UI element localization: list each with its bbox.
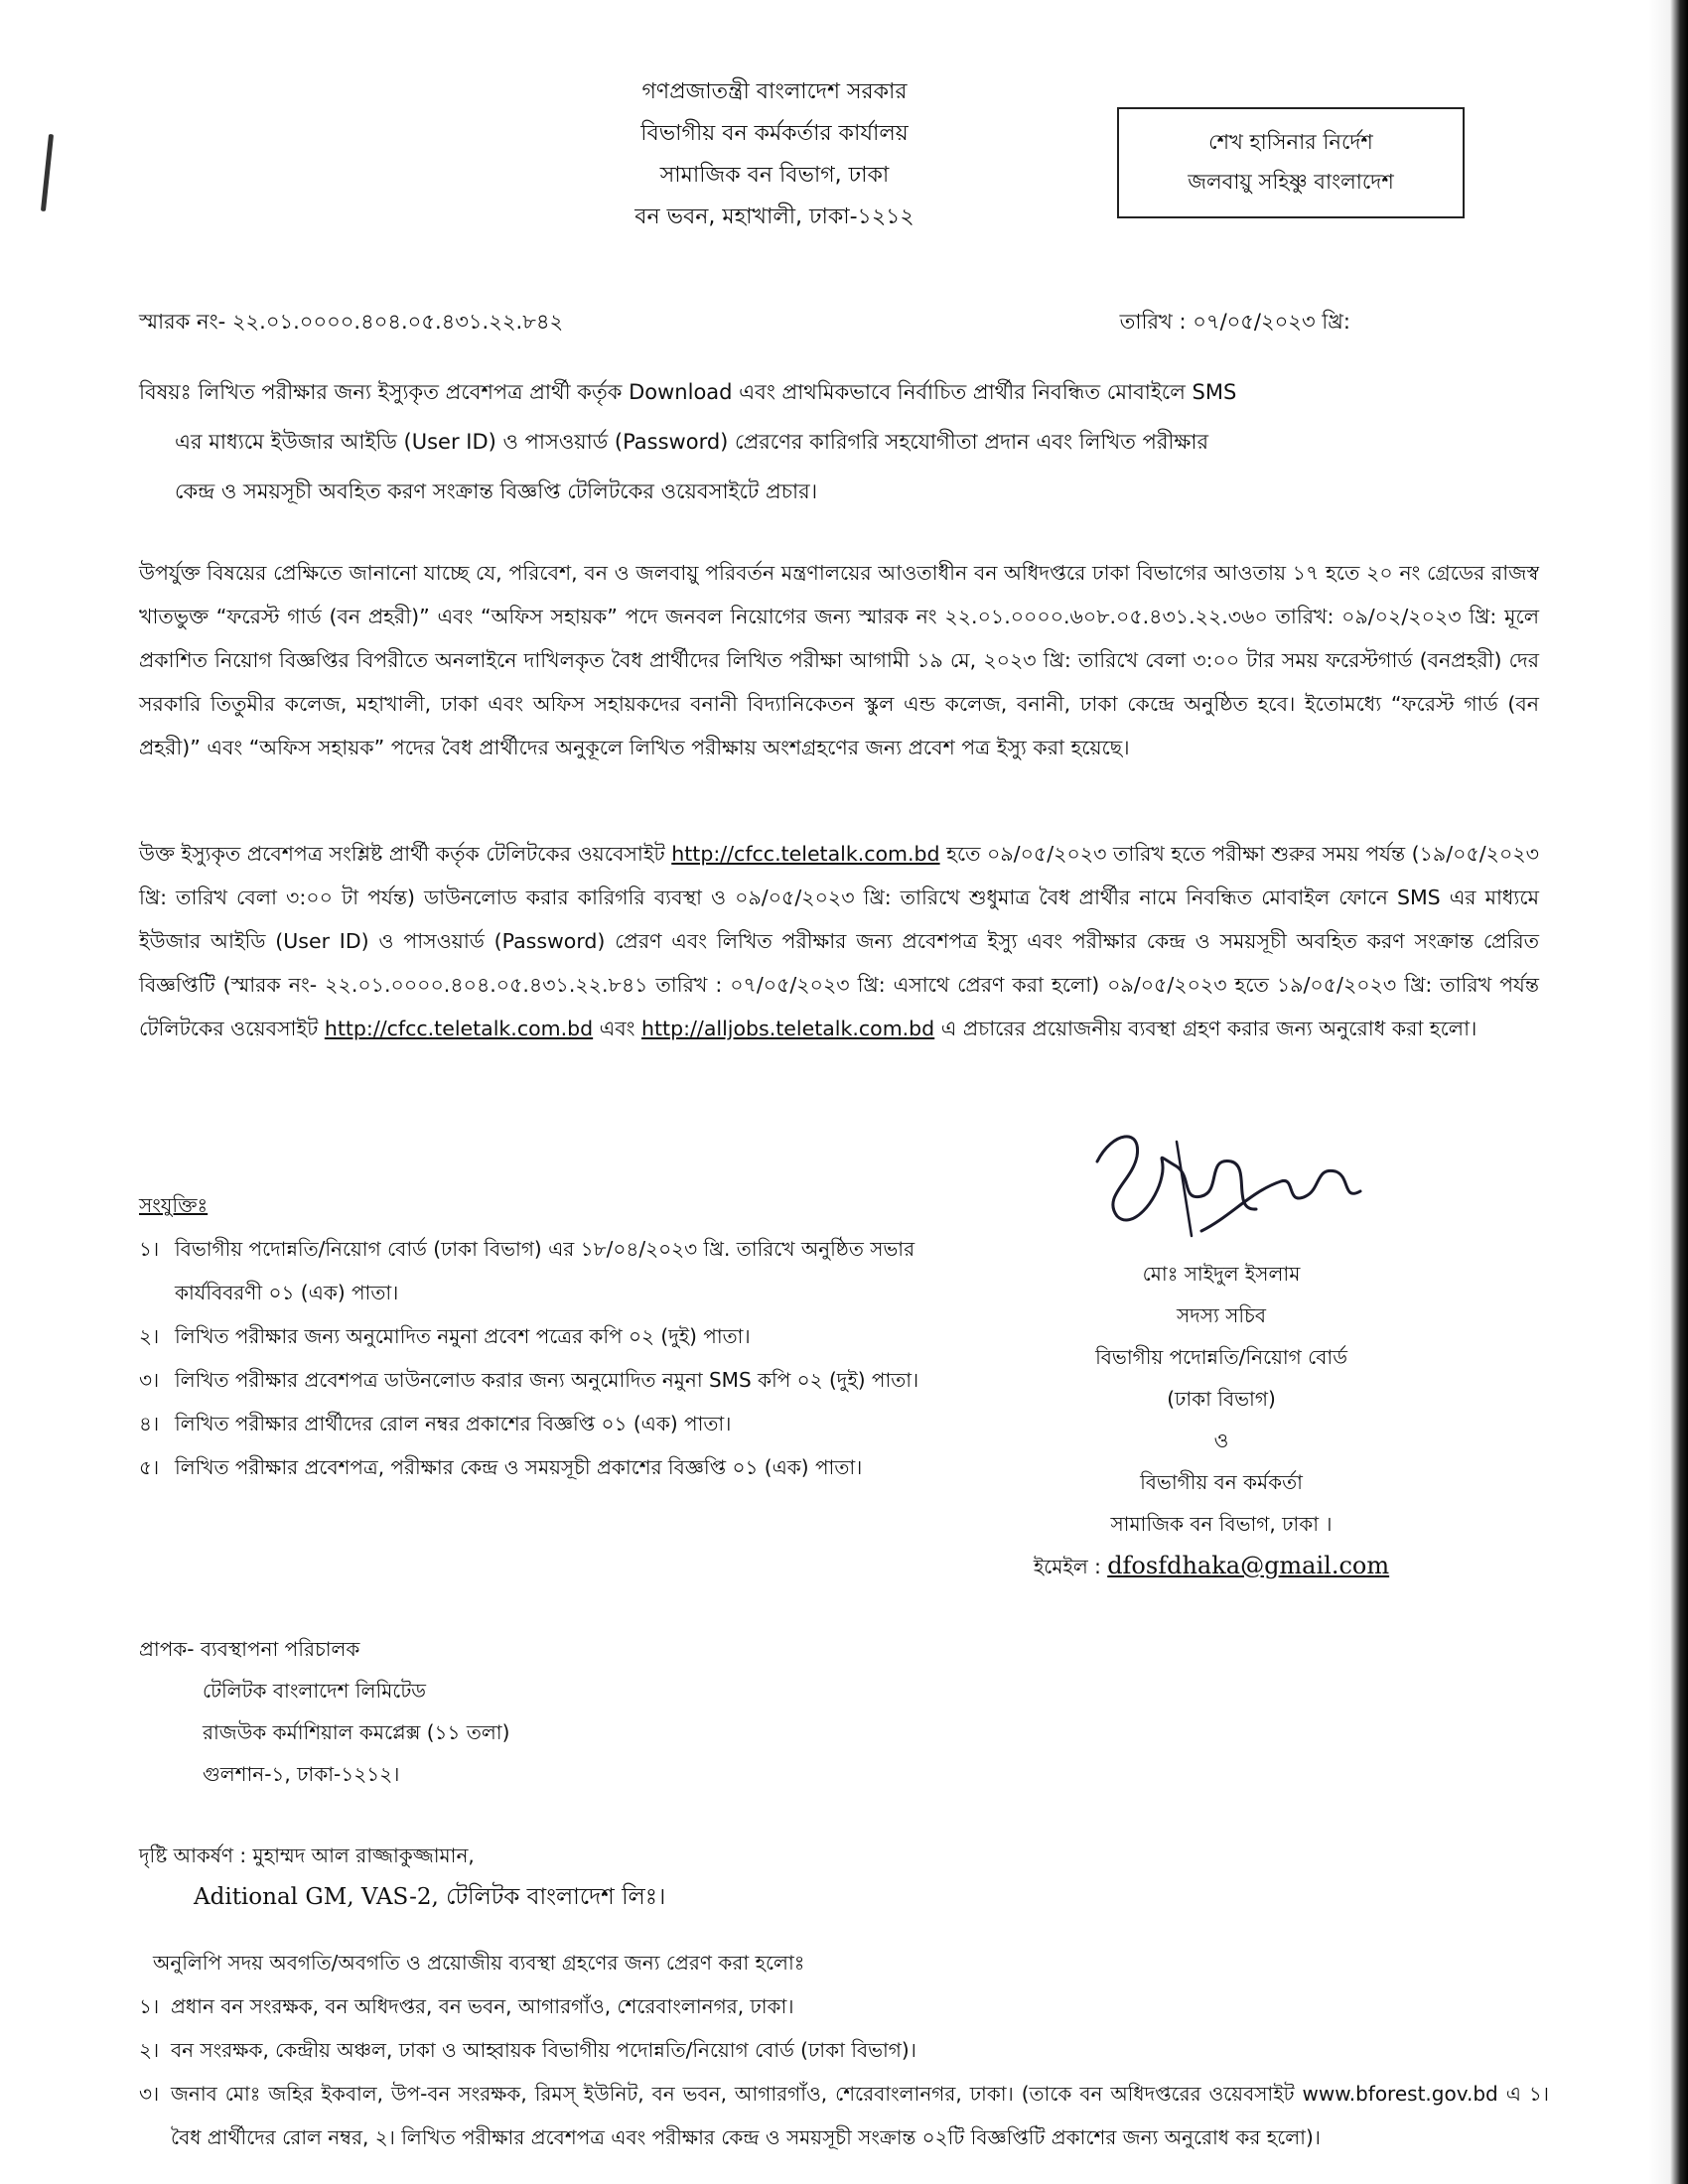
list-item <box>139 1227 933 1314</box>
list-item <box>139 1314 933 1358</box>
item-number: ৩। <box>139 1368 160 1392</box>
signatory-conjunction: ও <box>1213 1429 1229 1452</box>
list-item <box>139 1445 933 1489</box>
item-number: ৩। <box>139 2082 160 2106</box>
memo-reference: স্মারক নং- ২২.০১.০০০০.৪০৪.০৫.৪৩১.২২.৮৪২ <box>139 310 564 334</box>
list-item <box>139 1984 1549 2028</box>
recipient-line: রাজউক কর্মাশিয়াল কমপ্লেক্স (১১ তলা) <box>203 1720 510 1744</box>
item-number: ১। <box>139 1994 160 2018</box>
office-header <box>556 71 993 238</box>
list-item <box>139 2072 1549 2159</box>
copies-intro: অনুলিপি সদয় অবগতি/অবগতি ও প্রয়োজীয় ব্যবস্থা গ্রহণের জন্য প্রেরণ করা হলোঃ <box>153 1951 805 1975</box>
signatory-block <box>1033 1253 1410 1587</box>
attention-block <box>139 1835 1033 1918</box>
memo-date: তারিখ : ০৭/০৫/২০২৩ খ্রি: <box>1119 310 1350 334</box>
recipient-to: প্রাপক- ব্যবস্থাপনা পরিচালক <box>139 1637 360 1661</box>
header-line: গণপ্রজাতন্ত্রী বাংলাদেশ সরকার <box>641 79 908 104</box>
header-line: বন ভবন, মহাখালী, ঢাকা-১২১২ <box>634 205 914 229</box>
header-line: সামাজিক বন বিভাগ, ঢাকা <box>659 163 890 188</box>
signatory-role: বিভাগীয় বন কর্মকর্তা <box>1140 1470 1303 1494</box>
pen-mark <box>41 134 54 211</box>
item-text: বিভাগীয় পদোন্নতি/নিয়োগ বোর্ড (ঢাকা বিভাগ) এর ১৮/০৪/২০২৩ খ্রি. তারিখে অনুষ্ঠিত সভার কার্যবিবরণী ০১ (এক) পাতা। <box>175 1237 915 1304</box>
teletalk-alljobs-link[interactable]: http://alljobs.teletalk.com.bd <box>641 1017 935 1040</box>
slogan-line: শেখ হাসিনার নির্দেশ <box>1208 130 1373 154</box>
signatory-role: সামাজিক বন বিভাগ, ঢাকা । <box>1110 1512 1333 1536</box>
item-text: লিখিত পরীক্ষার প্রবেশপত্র, পরীক্ষার কেন্দ্র ও সময়সূচী প্রকাশের বিজ্ঞপ্তি ০১ (এক) পাতা। <box>175 1455 863 1479</box>
list-item <box>139 1358 933 1402</box>
item-text: প্রধান বন সংরক্ষক, বন অধিদপ্তর, বন ভবন, আগারগাঁও, শেরেবাংলানগর, ঢাকা। <box>171 1994 794 2018</box>
list-item <box>139 2028 1549 2072</box>
item-text: বন সংরক্ষক, কেন্দ্রীয় অঞ্চল, ঢাকা ও আহ্বায়ক বিভাগীয় পদোন্নতি/নিয়োগ বোর্ড (ঢাকা বিভাগ)। <box>171 2038 916 2062</box>
item-number: ২। <box>139 1324 160 1348</box>
slogan-box <box>1117 107 1465 218</box>
subject-block <box>139 367 1529 516</box>
teletalk-cfcc-link[interactable]: http://cfcc.teletalk.com.bd <box>671 842 940 866</box>
paragraph-text: এ প্রচারের প্রয়োজনীয় ব্যবস্থা গ্রহণ করার জন্য অনুরোধ করা হলো। <box>934 1017 1477 1040</box>
paragraph-text: হতে ০৯/০৫/২০২৩ তারিখ হতে পরীক্ষা শুরুর সময় পর্যন্ত (১৯/০৫/২০২৩ খ্রি: তারিখ বেলা ৩:০০ টা পর্যন্ত) ডাউনলোড করার কারিগরি ব্যবস্থা ও ০৯/০৫/২০২৩ খ্রি: তারিখে শুধুমাত্র বৈধ প্রার্থীর নামে নিবন্ধিত মোবাইল ফোনে SMS এর মাধ্যমে ইউজার আইডি (User ID) ও পাসওয়ার্ড (Password) প্রেরণ এবং লিখিত পরীক্ষার জন্য প্রবেশপত্র ইস্যু এবং পরীক্ষার কেন্দ্র ও সময়সূচী অবহিত করণ সংক্রান্ত প্রেরিত বিজ্ঞপ্তিটি (স্মারক নং- ২২.০১.০০০০.৪০৪.০৫.৪৩১.২২.৮৪১ তারিখ : ০৭/০৫/২০২৩ খ্রি: এসাথে প্রেরণ করা হলো) ০৯/০৫/২০২৩ হতে ১৯/০৫/২০২৩ খ্রি: তারিখ পর্যন্ত টেলিটকের ওয়েবসাইট <box>139 842 1539 1040</box>
email-label: ইমেইল : <box>1033 1555 1108 1578</box>
email-link[interactable]: dfosfdhaka@gmail.com <box>1107 1552 1390 1579</box>
recipient-line: গুলশান-১, ঢাকা-১২১২। <box>203 1762 400 1786</box>
body-paragraph-2 <box>139 832 1539 1050</box>
item-text: লিখিত পরীক্ষার প্রবেশপত্র ডাউনলোড করার জন্য অনুমোদিত নমুনা SMS কপি ০২ (দুই) পাতা। <box>175 1368 919 1392</box>
scan-edge-shadow <box>1648 0 1688 2184</box>
subject-line: লিখিত পরীক্ষার জন্য ইস্যুকৃত প্রবেশপত্র প্রার্থী কর্তৃক Download এবং প্রাথমিকভাবে নির্বাচিত প্রার্থীর নিবন্ধিত মোবাইলে SMS <box>198 380 1237 404</box>
list-item <box>139 1402 933 1445</box>
recipient-line: টেলিটক বাংলাদেশ লিমিটেড <box>203 1679 426 1703</box>
recipient-block <box>139 1628 1033 1795</box>
item-number: ৪। <box>139 1412 160 1435</box>
paragraph-text: উক্ত ইস্যুকৃত প্রবেশপত্র সংশ্লিষ্ট প্রার্থী কর্তৃক টেলিটকের ওয়বেসাইট <box>139 842 672 866</box>
header-line: বিভাগীয় বন কর্মকর্তার কার্যালয় <box>640 121 909 146</box>
attachments-list <box>139 1183 933 1489</box>
item-text: জনাব মোঃ জহির ইকবাল, উপ-বন সংরক্ষক, রিমস্ ইউনিট, বন ভবন, আগারগাঁও, শেরেবাংলানগর, ঢাকা। (তাকে বন অধিদপ্তরের ওয়েবসাইট www.bforest.gov.bd এ ১। বৈধ প্রার্থীদের রোল নম্বর, ২। লিখিত পরীক্ষার প্রবেশপত্র এবং পরীক্ষার কেন্দ্র ও সময়সূচী সংক্রান্ত ০২টি বিজ্ঞপ্তিটি প্রকাশের জন্য অনুরোধ কর হলো)। <box>171 2082 1549 2149</box>
item-text: লিখিত পরীক্ষার প্রার্থীদের রোল নম্বর প্রকাশের বিজ্ঞপ্তি ০১ (এক) পাতা। <box>175 1412 732 1435</box>
item-number: ২। <box>139 2038 160 2062</box>
attention-line: Aditional GM, VAS-2, টেলিটক বাংলাদেশ লিঃ। <box>194 1884 666 1910</box>
item-text: লিখিত পরীক্ষার জন্য অনুমোদিত নমুনা প্রবেশ পত্রের কপি ০২ (দুই) পাতা। <box>175 1324 751 1348</box>
paragraph-text: এবং <box>593 1017 642 1040</box>
attention-line: দৃষ্টি আকর্ষণ : মুহাম্মদ আল রাজ্জাকুজ্জামান, <box>139 1843 475 1867</box>
signatory-role: সদস্য সচিব <box>1177 1303 1266 1327</box>
signatory-email-line <box>1013 1545 1410 1587</box>
item-number: ৫। <box>139 1455 160 1479</box>
body-paragraph-1: উপর্যুক্ত বিষয়ের প্রেক্ষিতে জানানো যাচ্ছে যে, পরিবেশ, বন ও জলবায়ু পরিবর্তন মন্ত্রণালয়ের আওতাধীন বন অধিদপ্তরে ঢাকা বিভাগের আওতায় ১৭ হতে ২০ নং গ্রেডের রাজস্ব খাতভুক্ত “ফরেস্ট গার্ড (বন প্রহরী)” এবং “অফিস সহায়ক” পদে জনবল নিয়োগের জন্য স্মারক নং ২২.০১.০০০০.৬০৮.০৫.৪৩১.২২.৩৬০ তারিখ: ০৯/০২/২০২৩ খ্রি: মূলে প্রকাশিত নিয়োগ বিজ্ঞপ্তির বিপরীতে অনলাইনে দাখিলকৃত বৈধ প্রার্থীদের লিখিত পরীক্ষা আগামী ১৯ মে, ২০২৩ খ্রি: তারিখে বেলা ৩:০০ টার সময় ফরেস্টগার্ড (বনপ্রহরী) দের সরকারি তিতুমীর কলেজ, মহাখালী, ঢাকা এবং অফিস সহায়কদের বনানী বিদ্যানিকেতন স্কুল এন্ড কলেজ, বনানী, ঢাকা কেন্দ্রে অনুষ্ঠিত হবে। ইতোমধ্যে “ফরেস্ট গার্ড (বন প্রহরী)” এবং “অফিস সহায়ক” পদের বৈধ প্রার্থীদের অনুকূলে লিখিত পরীক্ষায় অংশগ্রহণের জন্য প্রবেশ পত্র ইস্যু করা হয়েছে। <box>139 561 1539 759</box>
item-number: ১। <box>139 1237 160 1261</box>
signatory-role: (ঢাকা বিভাগ) <box>1167 1387 1276 1411</box>
subject-line: কেন্দ্র ও সময়সূচী অবহিত করণ সংক্রান্ত বিজ্ঞপ্তি টেলিটকের ওয়েবসাইটে প্রচার। <box>175 479 818 503</box>
handwritten-signature <box>1082 1122 1380 1251</box>
signatory-name: মোঃ সাইদুল ইসলাম <box>1142 1262 1301 1286</box>
signatory-role: বিভাগীয় পদোন্নতি/নিয়োগ বোর্ড <box>1095 1345 1347 1369</box>
subject-label: বিষয়ঃ <box>139 380 192 404</box>
subject-line: এর মাধ্যমে ইউজার আইডি (User ID) ও পাসওয়ার্ড (Password) প্রেরণের কারিগরি সহযোগীতা প্রদান এবং লিখিত পরীক্ষার <box>175 430 1209 454</box>
copies-block <box>139 1941 1549 2159</box>
slogan-line: জলবায়ু সহিষ্ণু বাংলাদেশ <box>1188 170 1394 194</box>
teletalk-cfcc-link-2[interactable]: http://cfcc.teletalk.com.bd <box>324 1017 594 1040</box>
attachments-heading: সংযুক্তিঃ <box>139 1193 209 1217</box>
